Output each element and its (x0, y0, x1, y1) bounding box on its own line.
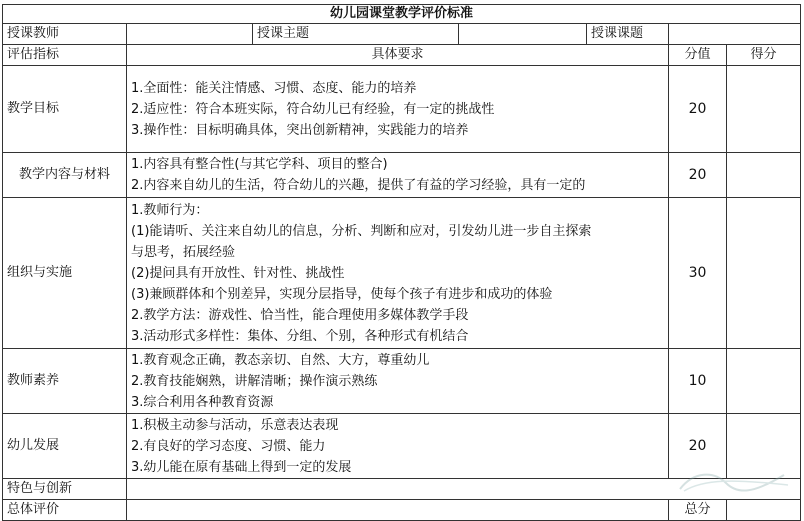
evaluation-table (2, 4, 801, 521)
row-indicator: 教学目标 (3, 66, 127, 153)
theme-value-cell[interactable] (459, 24, 587, 45)
requirement-line: 3.活动形式多样性：集体、分组、个别，各种形式有机结合 (131, 328, 469, 344)
total-label: 总体评价 (3, 500, 127, 521)
teacher-value-cell[interactable] (127, 24, 253, 45)
total-row (3, 500, 801, 521)
row-got-cell[interactable] (727, 349, 801, 414)
requirement-line: 与思考，拓展经验 (131, 244, 236, 260)
watermark-swirl-icon (674, 467, 794, 495)
topic-label: 授课课题 (587, 24, 669, 45)
requirement-line: (3)兼顾群体和个别差异，实现分层指导，使每个孩子有进步和成功的体验 (131, 286, 553, 302)
total-comment-cell[interactable] (127, 500, 669, 521)
row-score: 20 (669, 153, 727, 198)
row-got-cell[interactable] (727, 153, 801, 198)
row-indicator: 教学内容与材料 (3, 153, 127, 198)
requirement-line: 1.教育观念正确，教态亲切、自然、大方，尊重幼儿 (131, 352, 430, 368)
requirement-line: 1.积极主动参与活动，乐意表达表现 (131, 417, 339, 433)
teacher-label: 授课教师 (3, 24, 127, 45)
column-header-row (3, 45, 801, 66)
theme-label: 授课主题 (253, 24, 459, 45)
row-requirements (127, 414, 669, 479)
table-title: 幼儿园课堂教学评价标准 (3, 5, 801, 24)
row-got-cell[interactable] (727, 66, 801, 153)
requirement-line: 2.内容来自幼儿的生活，符合幼儿的兴趣，提供了有益的学习经验，具有一定的 (131, 178, 586, 193)
feature-label: 特色与创新 (3, 479, 127, 500)
row-score: 20 (669, 414, 727, 479)
requirement-line: (1)能请听、关注来自幼儿的信息，分析、判断和应对，引发幼儿进一步自主探索 (131, 223, 592, 239)
requirement-line: 2.有良好的学习态度、习惯、能力 (131, 438, 326, 454)
row-indicator: 教师素养 (3, 349, 127, 414)
row-requirements (127, 349, 669, 414)
requirement-line: 2.教育技能娴熟，讲解清晰；操作演示熟练 (131, 373, 378, 389)
got-header: 得分 (727, 45, 801, 66)
watermark-logo (674, 467, 794, 495)
requirement-line: 3.操作性：目标明确具体，突出创新精神，实践能力的培养 (131, 122, 469, 138)
requirements-header: 具体要求 (127, 45, 669, 66)
requirement-line: 2.教学方法：游戏性、恰当性，能合理使用多媒体教学手段 (131, 307, 469, 323)
row-indicator: 幼儿发展 (3, 414, 127, 479)
indicator-header: 评估指标 (3, 45, 127, 66)
row-indicator: 组织与实施 (3, 198, 127, 349)
row-requirements (127, 66, 669, 153)
requirement-line: 3.幼儿能在原有基础上得到一定的发展 (131, 459, 352, 475)
row-got-cell[interactable] (727, 198, 801, 349)
requirement-line: 1.内容具有整合性(与其它学科、项目的整合) (131, 157, 388, 172)
row-score: 20 (669, 66, 727, 153)
total-score-cell[interactable] (727, 500, 801, 521)
row-score: 10 (669, 349, 727, 414)
table-row (3, 349, 801, 414)
row-requirements (127, 153, 669, 198)
table-row (3, 198, 801, 349)
table-row (3, 66, 801, 153)
requirement-line: 1.全面性：能关注情感、习惯、态度、能力的培养 (131, 80, 417, 96)
topic-value-cell[interactable] (669, 24, 801, 45)
row-score: 30 (669, 198, 727, 349)
row-requirements (127, 198, 669, 349)
info-row (3, 24, 801, 45)
total-score-label: 总分 (669, 500, 727, 521)
requirement-line: 3.综合利用各种教育资源 (131, 394, 274, 410)
requirement-line: 2.适应性：符合本班实际，符合幼儿已有经验，有一定的挑战性 (131, 101, 495, 117)
requirement-line: (2)提问具有开放性、针对性、挑战性 (131, 265, 345, 281)
table-row (3, 153, 801, 198)
requirement-line: 1.教师行为： (131, 202, 209, 218)
score-header: 分值 (669, 45, 727, 66)
